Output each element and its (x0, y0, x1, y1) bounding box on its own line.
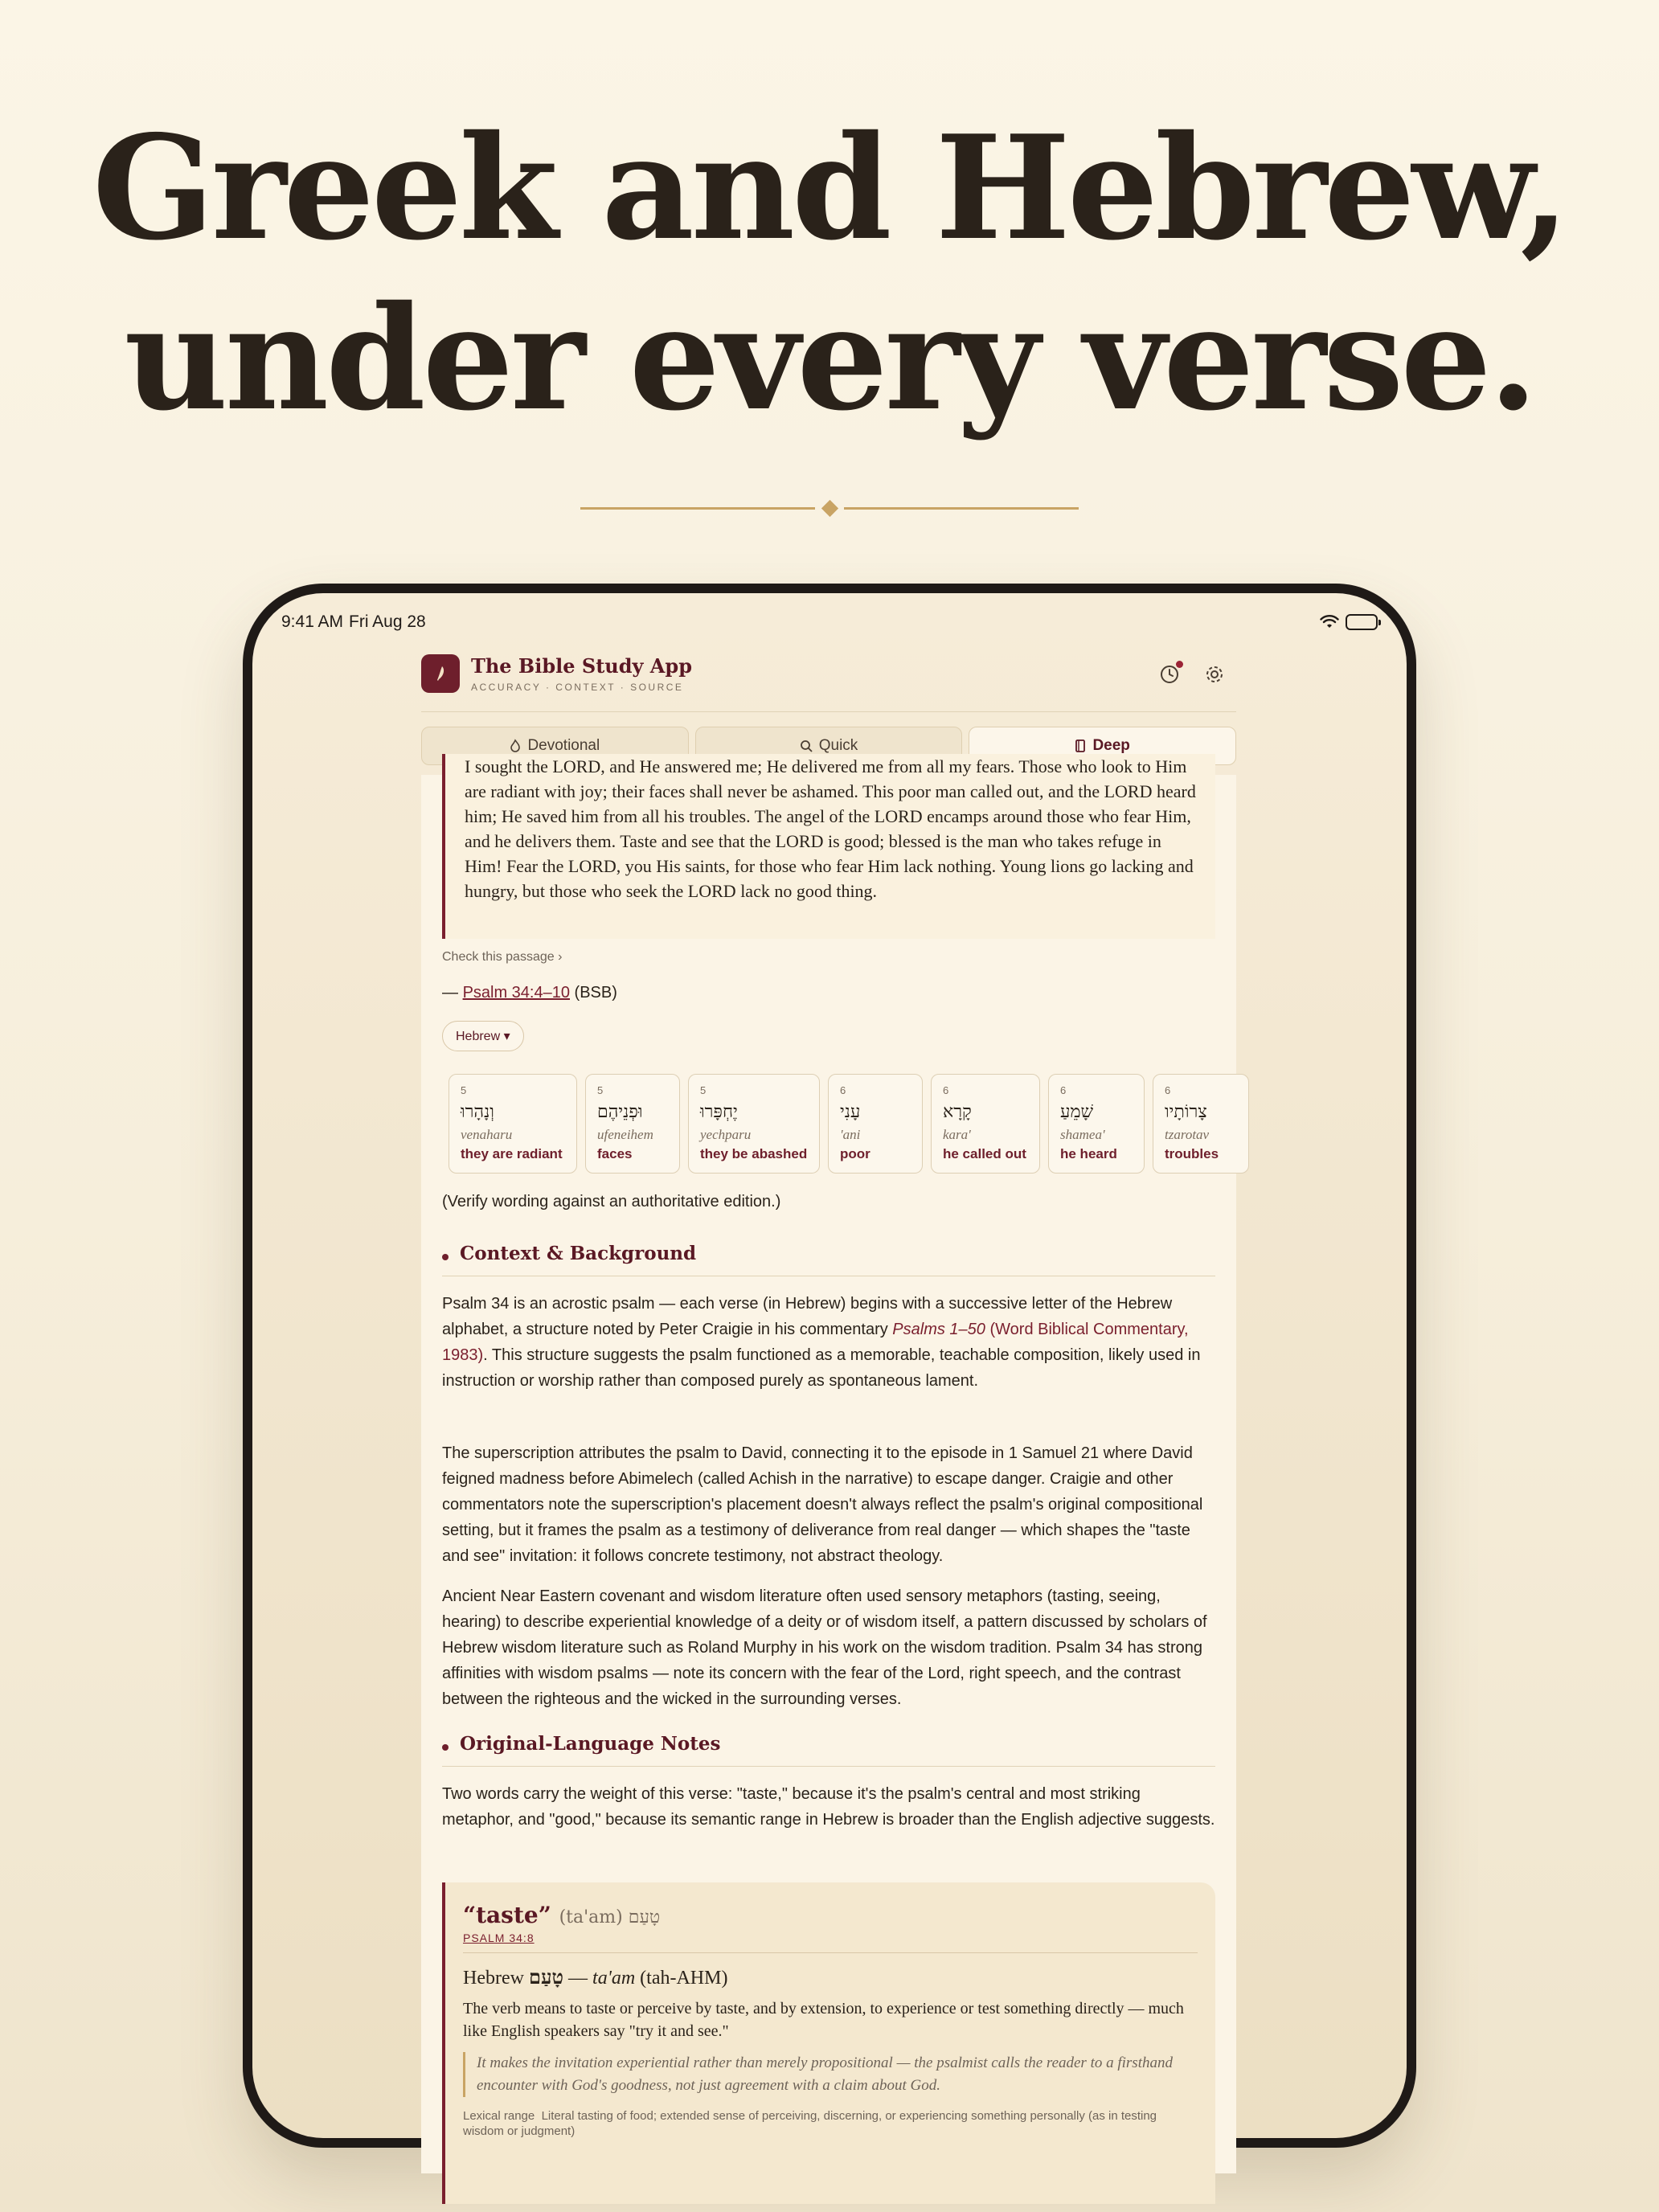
term-word: “taste” (463, 1902, 551, 1928)
term-lang: Hebrew (463, 1968, 529, 1989)
section-heading-context (442, 1243, 1215, 1276)
word-card[interactable] (828, 1074, 923, 1174)
passage-quote (442, 754, 1215, 939)
word-hebrew: שָׁמֵעַ (1060, 1102, 1094, 1122)
word-translit: venaharu (461, 1127, 513, 1142)
word-card[interactable] (449, 1074, 577, 1174)
passage-text: I sought the LORD, and He answered me; He delivered me from all my fears. Those who look to Him are radiant with joy; their faces shall never be ashamed. This poor man called out, and the LORD heard him; He saved him from all his troubles. The angel of the LORD encamps around those who fear Him, and he delivers them. Taste and see that the LORD is good; blessed is the man who takes refuge in Him! Fear the LORD, you His saints, for those who fear Him lack nothing. Young lions go lacking and hungry, but those who seek the LORD lack no good thing. (465, 756, 1196, 901)
commentary-citation-series: (Word Biblical Commentary, 1983) (442, 1321, 1189, 1364)
word-study-card (442, 1882, 1215, 2204)
term-reference-link[interactable]: PSALM 34:8 (463, 1931, 1198, 1953)
app-title: The Bible Study App (471, 654, 692, 678)
word-verse-num: 6 (840, 1084, 846, 1096)
term-hebrew-line (463, 1968, 1198, 1989)
notification-dot (1176, 661, 1183, 668)
passage-ref-link[interactable]: Psalm 34:4–10 (462, 984, 570, 1002)
word-gloss: faces (597, 1146, 633, 1161)
headline-line-1: Greek and Hebrew, (92, 104, 1567, 272)
history-button[interactable] (1156, 661, 1183, 688)
word-card[interactable] (688, 1074, 820, 1174)
term-insight-quote: It makes the invitation experiential rather than merely propositional — the psalmist calls the reader to a firsthand encounter with God's goodness, not just agreement with a claim about God. (463, 2052, 1198, 2097)
word-hebrew: וּפְנֵיהֶם (597, 1102, 643, 1122)
word-verse-num: 5 (700, 1084, 707, 1096)
word-verse-num: 6 (943, 1084, 949, 1096)
lexical-range-label: Lexical range (463, 2109, 535, 2123)
word-card[interactable] (931, 1074, 1040, 1174)
term-heading (463, 1902, 1198, 1928)
para-text: . This structure suggests the psalm functioned as a memorable, teachable composition, likely used in instruction or worship rather than composed purely as spontaneous lament. (442, 1346, 1201, 1390)
word-hebrew: צָרוֹתָיו (1165, 1102, 1207, 1122)
term-sep: — (563, 1968, 593, 1989)
book-icon (1075, 739, 1086, 752)
word-card[interactable] (1153, 1074, 1249, 1174)
tab-quick-label: Quick (818, 737, 858, 754)
app-window (421, 643, 1236, 2170)
word-hebrew: קָרָא (943, 1102, 972, 1122)
wifi-icon (1320, 615, 1339, 629)
word-translit: shamea' (1060, 1127, 1105, 1142)
commentary-citation-title: Psalms 1–50 (892, 1321, 985, 1338)
gear-icon (1204, 664, 1225, 685)
study-content[interactable] (421, 756, 1236, 2173)
word-translit: ufeneihem (597, 1127, 653, 1142)
section-bullet (442, 1254, 449, 1260)
word-gloss: they are radiant (461, 1146, 563, 1161)
settings-button[interactable] (1201, 661, 1228, 688)
word-gloss: they be abashed (700, 1146, 808, 1161)
context-paragraph-3: Ancient Near Eastern covenant and wisdom literature often used sensory metaphors (tasting, seeing, hearing) to describe experiential knowledge of a deity or of wisdom itself, a pattern discussed by scholars of Hebrew wisdom literature such as Roland Murphy in his work on the wisdom tradition. Psalm 34 has strong affinities with wisdom psalms — note its concern with the fear of the Lord, right speech, and the contrast between the righteous and the wicked in the surrounding verses. (442, 1587, 1207, 1708)
headline-line-2: under every verse. (124, 274, 1535, 442)
term-translit-italic: ta'am (592, 1968, 636, 1989)
tab-devotional-label: Devotional (527, 737, 600, 754)
status-date: Fri Aug 28 (349, 612, 426, 631)
check-passage-link[interactable]: Check this passage › (442, 950, 563, 964)
context-paragraph-2: The superscription attributes the psalm to David, connecting it to the episode in 1 Samuel 21 where David feigned madness before Abimelech (called Achish in the narrative) to escape danger. Craigie and other commentators note the superscription's placement doesn't always reflect the psalm's original compositional setting, but it frames the psalm as a testimony of deliverance from real danger — which shapes the "taste and see" invitation: it follows concrete testimony, not abstract theology. (442, 1444, 1203, 1565)
word-gloss: troubles (1165, 1146, 1219, 1161)
section-heading-original-language (442, 1733, 1215, 1767)
app-header (421, 643, 1236, 712)
para-text: Psalm 34 is an acrostic psalm — each verse (in Hebrew) begins with a successive letter of the Hebrew alphabet, a structure noted by Peter Craigie in his commentary (442, 1295, 1173, 1338)
word-translit: 'ani (840, 1127, 861, 1142)
word-verse-num: 6 (1060, 1084, 1067, 1096)
app-logo (421, 654, 460, 693)
passage-reference (442, 984, 617, 1002)
word-gloss: poor (840, 1146, 870, 1161)
term-description: The verb means to taste or perceive by taste, and by extension, to experience or test something directly — much like English speakers say "try it and see." (463, 2000, 1184, 2040)
word-verse-num: 5 (461, 1084, 467, 1096)
word-verse-num: 6 (1165, 1084, 1171, 1096)
word-hebrew: יֶחְפָּרוּ (700, 1102, 738, 1122)
tablet-frame (243, 584, 1416, 2148)
tablet-screen (252, 593, 1407, 2138)
status-time: 9:41 AM (281, 612, 344, 631)
ref-version: (BSB) (569, 984, 617, 1002)
lexical-range-text: Literal tasting of food; extended sense of perceiving, discerning, or experiencing something personally (as in testing wisdom or judgment) (463, 2109, 1157, 2138)
term-pronunciation: (tah-AHM) (635, 1968, 728, 1989)
section-bullet (442, 1744, 449, 1751)
term-translit: (ta'am) טָעַם (559, 1907, 661, 1927)
term-lexical-range (463, 2108, 1198, 2139)
status-bar (281, 612, 1378, 637)
word-verse-num: 5 (597, 1084, 604, 1096)
section-title: Context & Background (460, 1243, 697, 1264)
word-card[interactable] (585, 1074, 680, 1174)
word-translit: tzarotav (1165, 1127, 1210, 1142)
verify-note: (Verify wording against an authoritative edition.) (442, 1193, 781, 1210)
tab-deep-label: Deep (1092, 737, 1130, 754)
original-intro-paragraph: Two words carry the weight of this verse: "taste," because it's the psalm's central and most striking metaphor, and "good," because its semantic range in Hebrew is broader than the English adjective suggests. (442, 1785, 1215, 1829)
word-hebrew: עָנִי (840, 1102, 861, 1122)
context-paragraph-1 (442, 1291, 1215, 1394)
ornament-divider (580, 500, 1079, 516)
word-gloss: he called out (943, 1146, 1026, 1161)
word-translit: yechparu (700, 1127, 752, 1142)
term-hebrew-word: טָעַם (528, 1968, 564, 1989)
section-title: Original-Language Notes (460, 1733, 721, 1755)
interlinear-word-strip[interactable] (449, 1074, 1219, 1175)
app-subtitle: ACCURACY · CONTEXT · SOURCE (471, 682, 684, 693)
language-dropdown[interactable]: Hebrew ▾ (442, 1021, 524, 1051)
headline (0, 103, 1659, 444)
word-hebrew: וְנָהָרוּ (461, 1102, 494, 1122)
quill-icon (432, 665, 449, 682)
search-icon (800, 739, 813, 752)
flame-icon (510, 739, 521, 752)
battery-icon (1346, 614, 1378, 630)
ref-prefix: — (442, 984, 463, 1002)
word-card[interactable] (1048, 1074, 1145, 1174)
word-gloss: he heard (1060, 1146, 1117, 1161)
word-translit: kara' (943, 1127, 971, 1142)
